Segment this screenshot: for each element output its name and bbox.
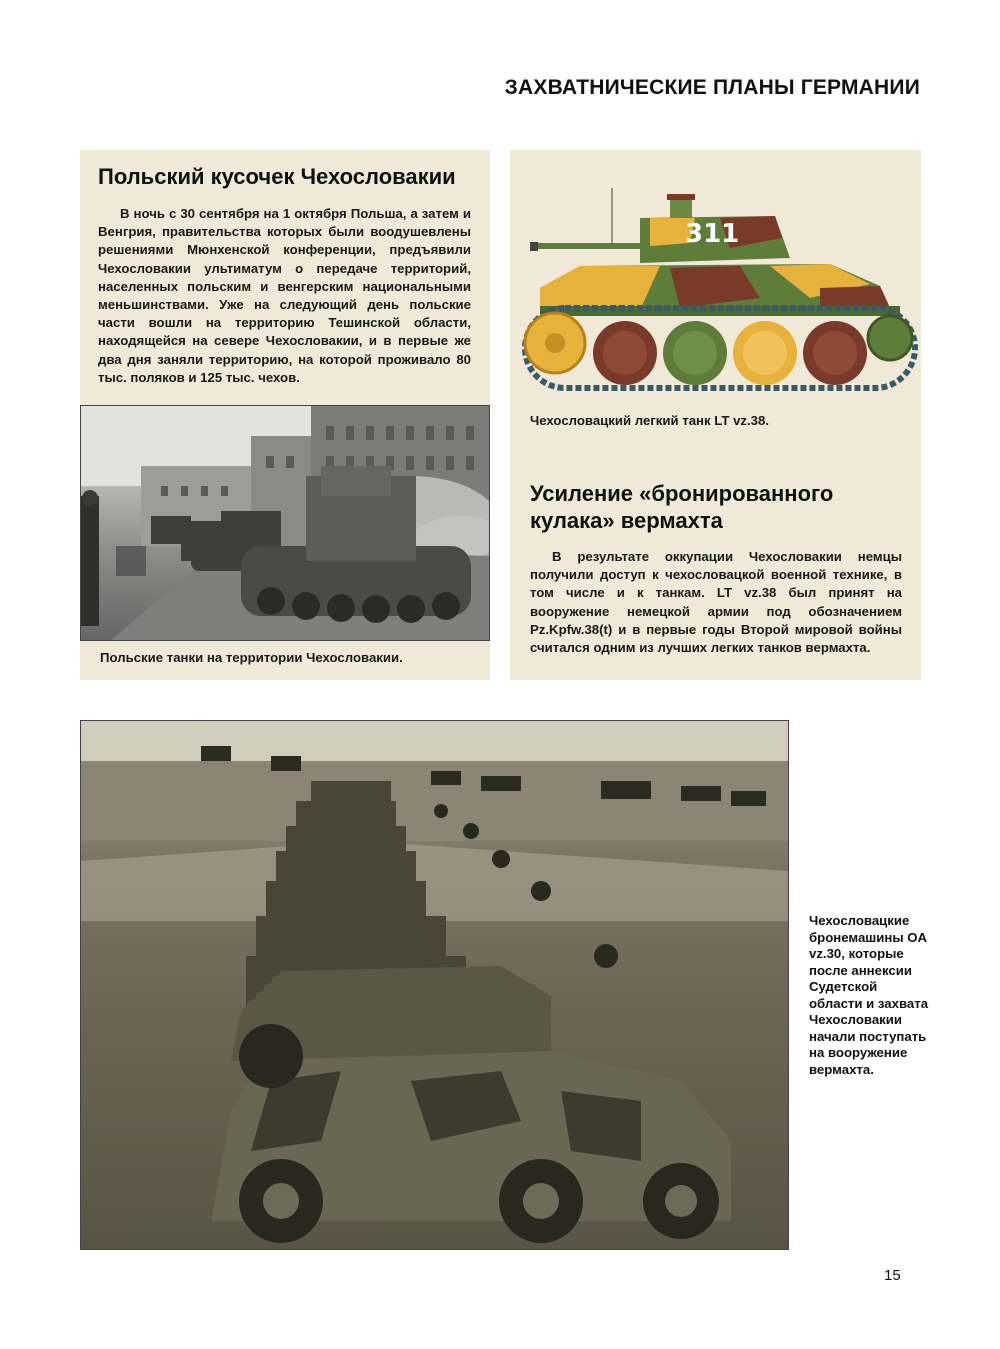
- article-text: В результате оккупации Чехословакии немцы получили доступ к чехословацкой военной технике, в том числе и к танкам. LT vz.38 был принят на вооружение немецкой армии под обозначением Pz.Kpfw.38(t) и в первые годы Второй мировой войны считался одним из лучших легких танков вермахта.: [530, 549, 902, 656]
- article-title: Усиление «бронированного кулака» вермахта: [530, 481, 834, 533]
- illustration-caption: Чехословацкий легкий танк LT vz.38.: [530, 413, 770, 428]
- tank-number: 311: [685, 219, 740, 249]
- article-box-wehrmacht: [510, 150, 921, 680]
- side-caption: Чехословацкие бронемашины OA vz.30, которые после аннексии Судетской области и захвата Чехословакии начали поступать на вооружение вермахта.: [809, 913, 929, 1077]
- article-title: Польский кусочек Чехословакии: [98, 164, 456, 189]
- section-header: ЗАХВАТНИЧЕСКИЕ ПЛАНЫ ГЕРМАНИИ: [504, 76, 920, 99]
- tank-illustration: [520, 168, 920, 394]
- photo-armored-cars-image: [81, 721, 788, 1249]
- article-text: В ночь с 30 сентября на 1 октября Польша, а затем и Венгрия, правительства которых были воодушевлены решениями Мюнхенской конференции, предъявили Чехословакии ультиматум о передаче территорий, населенных польским и венгерским национальными меньшинствами. Уже на следующий день польские части вошли на территорию Тешинской области, находящейся на севере Чехословакии, и в первые же два дня заняли территорию, на которой проживало 80 тыс. поляков и 125 тыс. чехов.: [98, 206, 471, 385]
- page-number: 15: [884, 1267, 901, 1284]
- article-box-poland: [80, 150, 490, 680]
- photo-polish-tanks: [80, 405, 490, 641]
- photo-polish-tanks-image: [81, 406, 489, 640]
- photo-caption: Польские танки на территории Чехословакии.: [100, 650, 403, 665]
- photo-armored-cars: [80, 720, 789, 1250]
